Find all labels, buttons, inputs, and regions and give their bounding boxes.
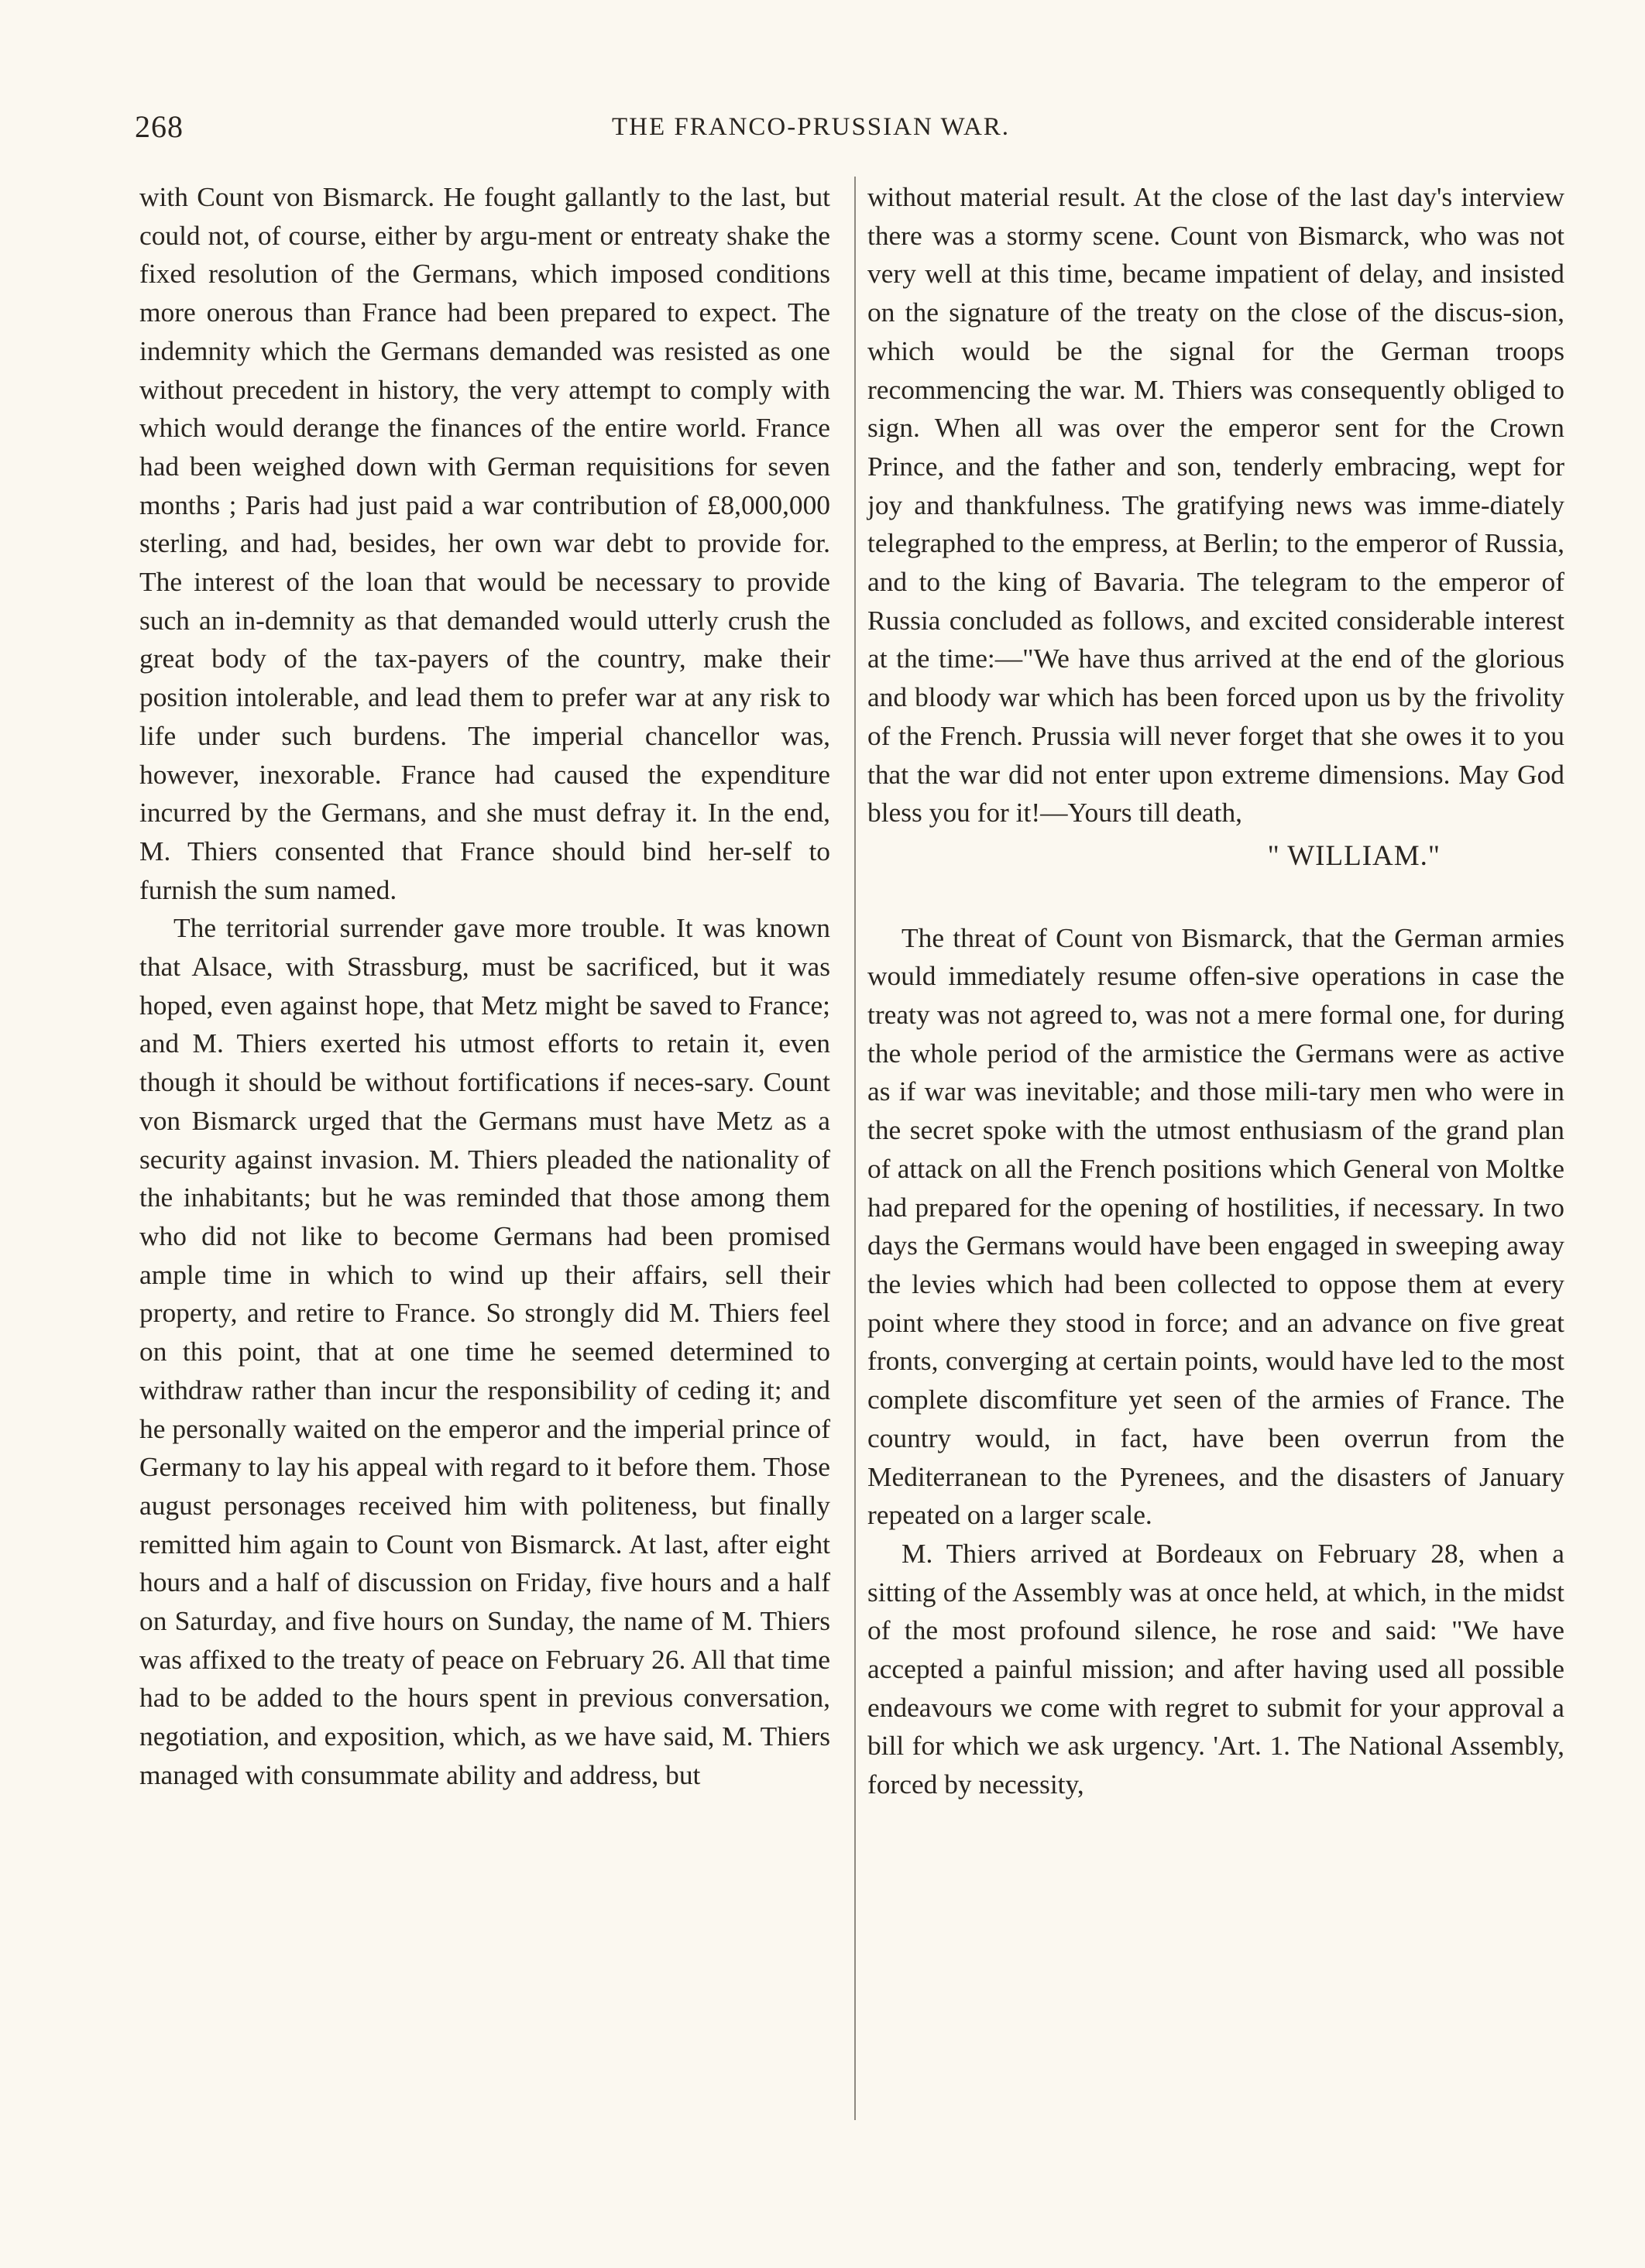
right-paragraph-2: The threat of Count von Bismarck, that the German armies would immediately resume offen-sive operations in case the treaty was not agreed to, was not a mere formal one, for during the whole period of the armistice the Germans were as active as if war was inevitable; and those mili-tary men who were in the secret spoke with the utmost enthusiasm of the grand plan of attack on all the French positions which General von Moltke had prepared for the opening of hostilities, if necessary. In two days the Germans would have been engaged in sweeping away the levies which had been collected to oppose them at every point where they stood in force; and an advance on five great fronts, converging at certain points, would have led to the most complete discomfiture yet seen of the armies of France. The country would, in fact, have been overrun from the Mediterranean to the Pyrenees, and the disasters of January repeated on a larger scale.	[867, 921, 1564, 1531]
page-number: 268	[135, 109, 184, 144]
column-divider	[854, 177, 856, 2120]
running-title: THE FRANCO-PRUSSIAN WAR.	[612, 113, 1011, 141]
right-paragraph-1: without material result. At the close of the last day's interview there was a stormy scene. Count von Bismarck, who was not very well at this time, became impatient of delay, and insisted on the signature of the treaty on the close of the discus-sion, which would be the signal for the German troops recommencing the war. M. Thiers was consequently obliged to sign. When all was over the emperor sent for the Crown Prince, and the father and son, tenderly embracing, wept for joy and thankfulness. The gratifying news was imme-diately telegraphed to the empress, at Berlin; to the emperor of Russia, and to the king of Bavaria. The telegram to the emperor of Russia concluded as follows, and excited considerable interest at the time:—"We have thus arrived at the end of the glorious and bloody war which has been forced upon us by the frivolity of the French. Prussia will never forget that she owes it to you that the war did not enter upon extreme dimensions. May God bless you for it!—Yours till death,	[867, 181, 1564, 829]
telegram-signature: " WILLIAM."	[1267, 839, 1441, 872]
right-paragraph-3: M. Thiers arrived at Bordeaux on February 28, when a sitting of the Assembly was at once held, at which, in the midst of the most profound silence, he rose and said: "We have accepted a painful mission; and after having used all possible endeavours we come with regret to submit for your approval a bill for which we ask urgency. 'Art. 1. The National Assembly, forced by necessity,	[867, 1537, 1564, 1800]
left-column	[139, 178, 830, 1795]
running-head	[132, 108, 1572, 149]
left-paragraph-2: The territorial surrender gave more trouble. It was known that Alsace, with Strassburg, must be sacrificed, but it was hoped, even against hope, that Metz might be saved to France; and M. Thiers exerted his utmost efforts to retain it, even though it should be without fortifications if neces-sary. Count von Bismarck urged that the Germans must have Metz as a security against invasion. M. Thiers pleaded the nationality of the inhabitants; but he was reminded that those among them who did not like to become Germans had been promised ample time in which to wind up their affairs, sell their property, and retire to France. So strongly did M. Thiers feel on this point, that at one time he seemed determined to withdraw rather than incur the responsibility of ceding it; and he personally waited on the emperor and the imperial prince of Germany to lay his appeal with regard to it before them. Those august personages received him with politeness, but finally remitted him again to Count von Bismarck. At last, after eight hours and a half of discussion on Friday, five hours and a half on Saturday, and five hours on Sunday, the name of M. Thiers was affixed to the treaty of peace on February 26. All that time had to be added to the hours spent in previous conversation, negotiation, and exposition, which, as we have said, M. Thiers managed with consummate ability and address, but	[139, 912, 830, 1790]
right-column	[867, 178, 1564, 1804]
left-paragraph-1: with Count von Bismarck. He fought gallantly to the last, but could not, of course, either by argu-ment or entreaty shake the fixed resolution of the Germans, which imposed conditions more onerous than France had been prepared to expect. The indemnity which the Germans demanded was resisted as one without precedent in history, the very attempt to comply with which would derange the finances of the entire world. France had been weighed down with German requisitions for seven months ; Paris had just paid a war contribution of £8,000,000 sterling, and had, besides, her own war debt to provide for. The interest of the loan that would be necessary to provide such an in-demnity as that demanded would utterly crush the great body of the tax-payers of the country, make their position intolerable, and lead them to prefer war at any risk to life under such burdens. The imperial chancellor was, however, inexorable. France had caused the expenditure incurred by the Germans, and she must defray it. In the end, M. Thiers consented that France should bind her-self to furnish the sum named.	[139, 181, 830, 905]
